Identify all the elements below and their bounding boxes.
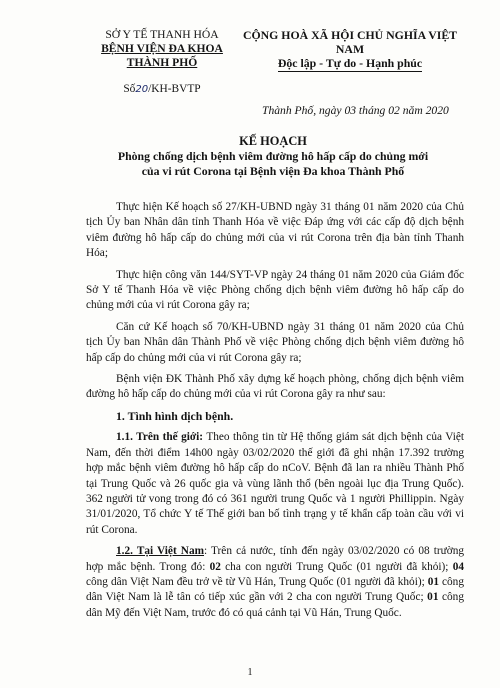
header-left	[92, 28, 232, 97]
doc-no-suffix: /KH-BVTP	[148, 83, 201, 95]
national-motto: Độc lập - Tự do - Hạnh phúc	[277, 56, 423, 70]
paragraph-4: Bệnh viện ĐK Thành Phố xây dựng kế hoạch phòng, chống dịch bệnh viêm đường hô hấp cấp do chủng mới của vi rút Corona gây ra như sau:	[86, 373, 464, 401]
subsection-1-1	[86, 430, 464, 538]
subsection-1-2-label: 1.2. Tại Việt Nam	[116, 545, 205, 558]
document-number	[92, 82, 232, 97]
subsection-1-1-label: 1.1. Trên thế giới:	[116, 431, 204, 444]
title-sub2: của vi rút Corona tại Bệnh viện Đa khoa Thành Phố	[141, 164, 405, 178]
subsection-1-2-text: : Trên cả nước, tính đến ngày 03/02/2020 có 08 trường hợp mắc bệnh. Trong đó:	[86, 545, 464, 573]
subsection-1-2	[86, 544, 464, 621]
header-right	[236, 28, 464, 72]
paragraph-2: Thực hiện công văn 144/SYT-VP ngày 24 tháng 01 năm 2020 của Giám đốc Sở Y tế Thanh Hóa về việc Phòng chống dịch bệnh viêm đường hô hấp cấp do chủng mới của vi rút Corona gây ra;	[86, 268, 464, 312]
subsection-1-2-text: công dân Mỹ đến Việt Nam, trước đó có quá cảnh tại Vũ Hán, Trung Quốc.	[86, 591, 464, 619]
subsection-1-2-text: cha con người Trung Quốc (01 người đã khỏi);	[220, 560, 453, 573]
document-body	[86, 200, 464, 627]
paragraph-3: Căn cứ Kế hoạch số 70/KH-UBND ngày 31 tháng 01 năm 2020 của Chủ tịch Ủy ban Nhân dân Thành Phố về việc Phòng chống dịch bệnh viêm đường hô hấp cấp do chủng mới của vi rút Corona gây ra;	[86, 320, 464, 364]
doc-no-handwritten: 20	[135, 84, 149, 95]
subsection-1-2-text: công dân Việt Nam là lễ tân có tiếp xúc gần với 2 cha con người Trung Quốc;	[86, 575, 464, 604]
hospital-name: BỆNH VIỆN ĐA KHOA THÀNH PHỐ	[101, 42, 223, 69]
paragraph-1: Thực hiện Kế hoạch số 27/KH-UBND ngày 31 tháng 01 năm 2020 của Chủ tịch Ủy ban Nhân dân tỉnh Thanh Hóa về việc Đáp ứng với các cấp độ dịch bệnh viêm đường hô hấp cấp do chủng mới của vi rút Corona trên địa bàn tỉnh Thanh Hóa;	[86, 201, 464, 260]
subsection-1-2-text: công dân Việt Nam đều trở về từ Vũ Hán, Trung Quốc (01 người đã khỏi);	[86, 575, 428, 588]
count-3: 01	[427, 575, 440, 588]
section-1-heading: 1. Tình hình dịch bệnh.	[116, 408, 234, 423]
title-sub1: Phòng chống dịch bệnh viêm đường hô hấp cấp do chủng mới	[117, 149, 429, 163]
page-number: 1	[247, 667, 253, 678]
document-title	[86, 134, 460, 179]
doc-no-prefix: Số	[123, 83, 136, 95]
count-2: 04	[452, 560, 465, 573]
title-main: KẾ HOẠCH	[239, 134, 307, 148]
subsection-1-1-text: Theo thông tin từ Hệ thống giám sát dịch bệnh của Việt Nam, đến thời điểm 14h00 ngày 03/02/2020 thế giới đã ghi nhận 17.392 trường hợp mắc bệnh viêm đường hô hấp cấp do nCoV. Bệnh đã lan ra nhiều Thành Phố tại Trung Quốc và 26 quốc gia và vùng lãnh thổ (bên ngoài lục địa Trung Quốc). 362 người tử vong trong đó có 361 người trung Quốc và 1 người Phillippin. Ngày 31/01/2020, Tổ chức Y tế Thế giới ban bố tình trạng y tế khẩn cấp toàn cầu với vi rút Corona.	[86, 431, 464, 536]
count-4: 01	[427, 591, 439, 604]
nation-name: CỘNG HOÀ XÃ HỘI CHỦ NGHĨA VIỆT NAM	[242, 28, 458, 56]
agency-name: SỞ Y TẾ THANH HÓA	[105, 28, 219, 41]
date-line: Thành Phố, ngày 03 tháng 02 năm 2020	[262, 104, 449, 117]
count-1: 02	[209, 560, 221, 573]
